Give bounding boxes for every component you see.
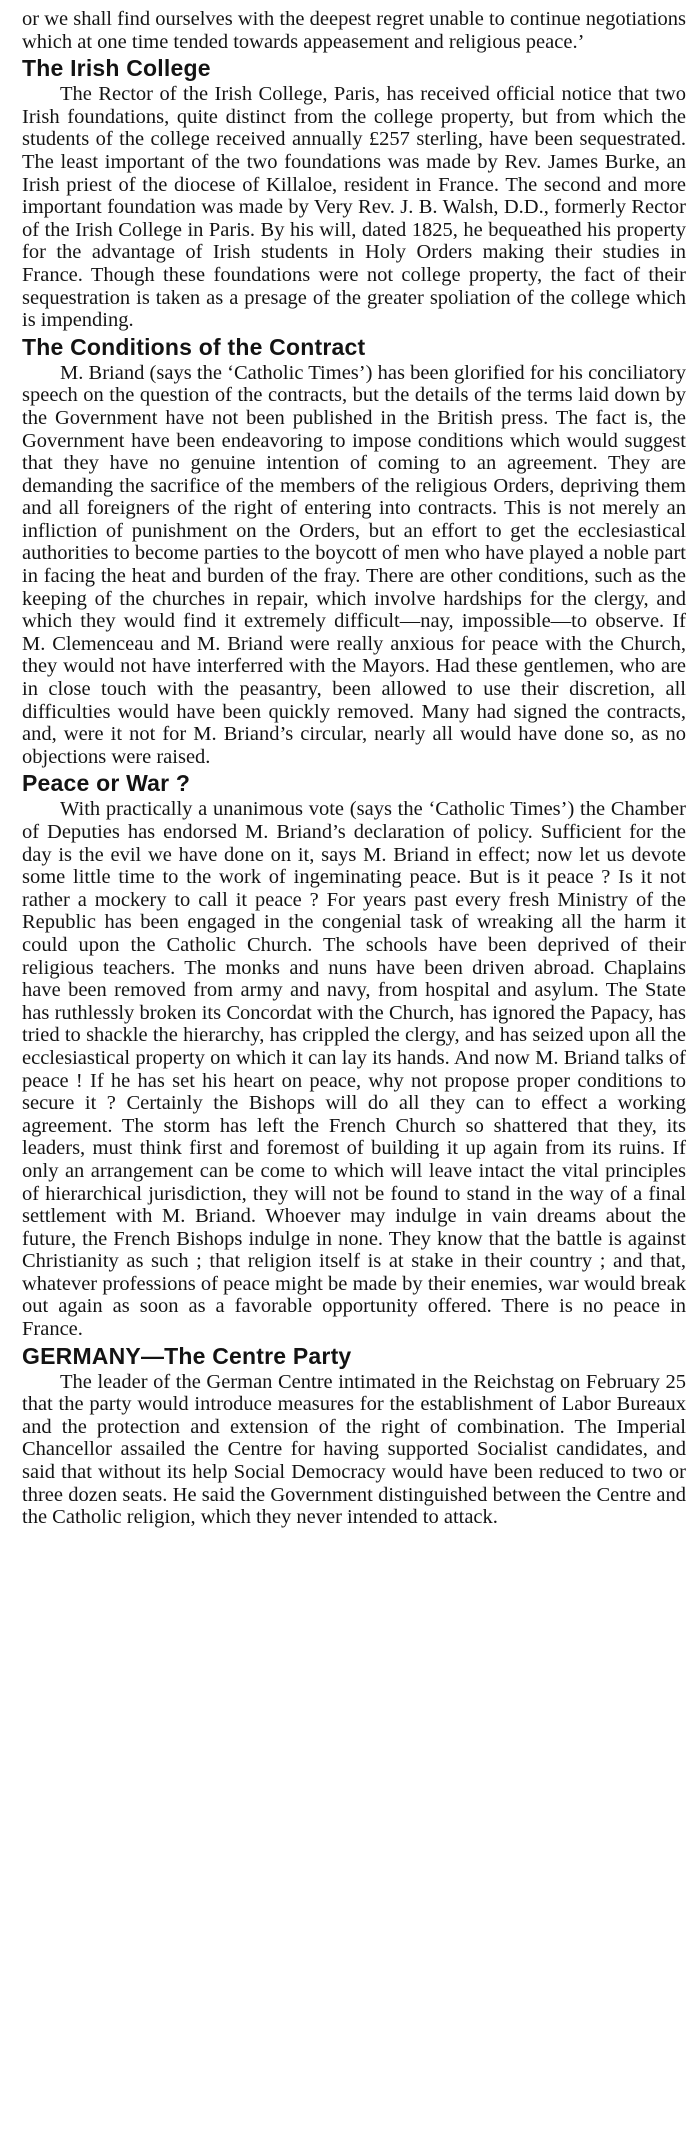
section-heading: The Irish College: [22, 55, 211, 82]
section-heading: The Conditions of the Contract: [22, 333, 366, 360]
section-body: M. Briand (says the ‘Catholic Times’) has been glorified for his conciliatory speech on the question of the contracts, but the details of the terms laid down by the Government have not been published in the British press. The fact is, the Government have been endeavoring to impose conditions which would suggest that they have no genuine intention of coming to an agreement. They are demanding the sacrifice of the members of the religious Orders, depriving them and all foreigners of the right of entering into contracts. This is not merely an infliction of punishment on the Orders, but an effort to get the ecclesiastical authorities to become parties to the boycott of men who have played a noble part in facing the heat and burden of the fray. There are other conditions, such as the keeping of the churches in repair, which involve hardships for the clergy, and which they would find it extremely difficult—nay, impossible—to observe. If M. Clemenceau and M. Briand were really anxious for peace with the Church, they would not have interferred with the Mayors. Had these gentlemen, who are in close touch with the peasantry, been allowed to use their discretion, all difficulties would have been quickly removed. Many had signed the contracts, and, were it not for M. Briand’s circular, nearly all would have done so, as no objections were raised.: [22, 361, 686, 768]
section-body: The leader of the German Centre intimated in the Reichstag on February 25 that the party would introduce measures for the establishment of Labor Bureaux and the protection and extension of the right of combination. The Imperial Chancellor assailed the Centre for having supported Socialist candidates, and said that without its help Social Democracy would have been reduced to two or three dozen seats. He said the Government distinguished between the Centre and the Catholic religion, which they never intended to attack.: [22, 1370, 686, 1529]
section-germany-centre-party: [22, 1343, 686, 1529]
section-body: With practically a unanimous vote (says the ‘Catholic Times’) the Chamber of Deputies has endorsed M. Briand’s declaration of policy. Sufficient for the day is the evil we have done on it, says M. Briand in effect; now let us devote some little time to the work of ingeminating peace. But is it peace ? Is it not rather a mockery to call it peace ? For years past every fresh Ministry of the Republic has been engaged in the congenial task of wreaking all the harm it could upon the Catholic Church. The schools have been deprived of their religious teachers. The monks and nuns have been driven abroad. Chaplains have been removed from army and navy, from hospital and asylum. The State has ruthlessly broken its Concordat with the Church, has ignored the Papacy, has tried to shackle the hierarchy, has crippled the clergy, and has seized upon all the ecclesiastical property on which it can lay its hands. And now M. Briand talks of peace ! If he has set his heart on peace, why not propose proper conditions to secure it ? Certainly the Bishops will do all they can to effect a working agreement. The storm has left the French Church so shattered that they, its leaders, must think first and foremost of building it up again from its ruins. If only an arrangement can be come to which will leave intact the vital principles of hierarchical jurisdiction, they will not be found to stand in the way of a final settlement with M. Briand. Whoever may indulge in vain dreams about the future, the French Bishops indulge in none. They know that the battle is against Christianity as such ; that religion itself is at stake in their country ; and that, whatever professions of peace might be made by their enemies, war would break out again as soon as a favorable opportunity offered. There is no peace in France.: [22, 798, 686, 1341]
section-heading: Peace or War ?: [22, 770, 191, 797]
section-body: The Rector of the Irish College, Paris, has received official notice that two Irish foundations, quite distinct from the college property, but from which the students of the college received annually £257 sterling, have been sequestrated. The least important of the two foundations was made by Rev. James Burke, an Irish priest of the diocese of Killaloe, resident in France. The second and more important foundation was made by Very Rev. J. B. Walsh, D.D., formerly Rector of the Irish College in Paris. By his will, dated 1825, he bequeathed his property for the advantage of Irish students in Holy Orders making their studies in France. Though these foundations were not college property, the fact of their sequestration is taken as a presage of the greater spoliation of the college which is impending.: [22, 83, 686, 332]
opening-paragraph: or we shall find ourselves with the deepest regret unable to continue negotiations which at one time tended towards appeasement and religious peace.’: [22, 8, 686, 53]
section-heading: GERMANY—The Centre Party: [22, 1342, 352, 1369]
section-conditions-of-contract: [22, 334, 686, 769]
section-peace-or-war: [22, 770, 686, 1340]
section-irish-college: [22, 55, 686, 332]
